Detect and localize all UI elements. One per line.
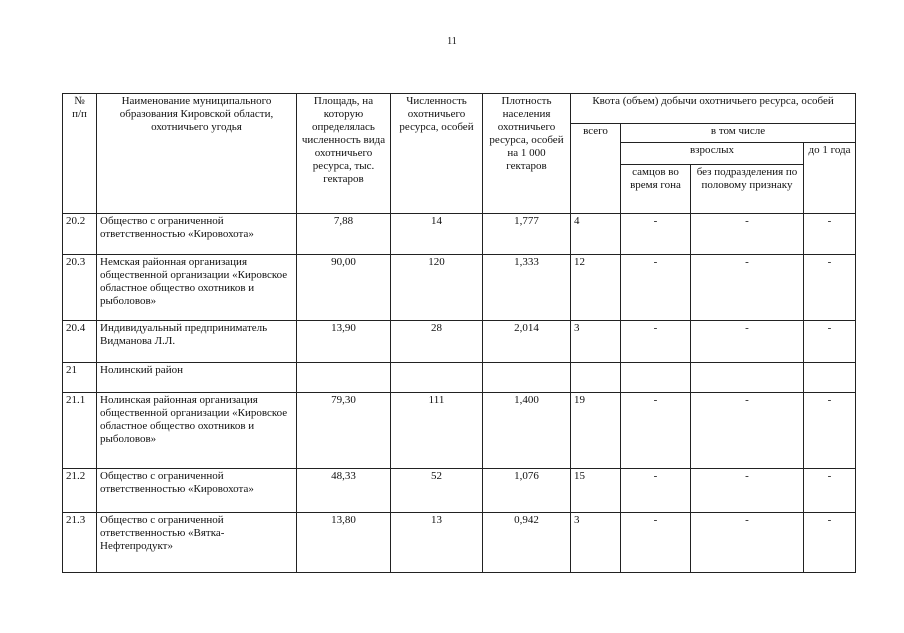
row-num: 20.4: [63, 321, 97, 363]
row-area: 90,00: [297, 255, 391, 321]
row-name: Индивидуальный предприниматель Видманова Л.Л.: [97, 321, 297, 363]
row-density: 2,014: [483, 321, 571, 363]
row-no-sex: -: [691, 469, 804, 513]
row-young: -: [804, 255, 856, 321]
row-name: Нолинский район: [97, 363, 297, 393]
row-total: 19: [571, 393, 621, 469]
row-young: -: [804, 513, 856, 573]
row-males: -: [621, 469, 691, 513]
row-area: 7,88: [297, 214, 391, 255]
row-area: 13,90: [297, 321, 391, 363]
table-row: [63, 513, 856, 573]
row-males: [621, 363, 691, 393]
row-num: 21.3: [63, 513, 97, 573]
table-row: [63, 393, 856, 469]
row-males: -: [621, 393, 691, 469]
row-num: 20.3: [63, 255, 97, 321]
row-no-sex: -: [691, 393, 804, 469]
header-total: всего: [571, 124, 621, 214]
row-count: 28: [391, 321, 483, 363]
header-no-sex: без подразделения по половому признаку: [691, 165, 804, 214]
table-row: [63, 214, 856, 255]
page-number: 11: [447, 36, 457, 47]
row-no-sex: [691, 363, 804, 393]
row-young: [804, 363, 856, 393]
row-area: 13,80: [297, 513, 391, 573]
row-total: 3: [571, 321, 621, 363]
row-count: 13: [391, 513, 483, 573]
row-males: -: [621, 513, 691, 573]
header-quota: Квота (объем) добычи охотничьего ресурса, особей: [571, 94, 856, 124]
row-count: 120: [391, 255, 483, 321]
row-young: -: [804, 321, 856, 363]
row-males: -: [621, 214, 691, 255]
row-num: 21.1: [63, 393, 97, 469]
row-count: 111: [391, 393, 483, 469]
row-density: 1,777: [483, 214, 571, 255]
row-young: -: [804, 393, 856, 469]
row-count: 52: [391, 469, 483, 513]
row-total: 12: [571, 255, 621, 321]
row-no-sex: -: [691, 321, 804, 363]
header-young: до 1 года: [804, 143, 856, 214]
header-area: Площадь, на которую определялась численность вида охотничьего ресурса, тыс. гектаров: [297, 94, 391, 214]
row-density: 1,400: [483, 393, 571, 469]
row-males: -: [621, 321, 691, 363]
row-count: 14: [391, 214, 483, 255]
row-num: 21.2: [63, 469, 97, 513]
row-name: Общество с ограниченной ответственностью «Кировохота»: [97, 469, 297, 513]
row-num: 20.2: [63, 214, 97, 255]
header-including: в том числе: [621, 124, 856, 143]
row-name: Нолинская районная организация общественной организации «Кировское областное общество охотников и рыболовов»: [97, 393, 297, 469]
table-row: [63, 363, 856, 393]
row-no-sex: -: [691, 214, 804, 255]
row-young: -: [804, 214, 856, 255]
row-total: 3: [571, 513, 621, 573]
row-total: 4: [571, 214, 621, 255]
row-density: 0,942: [483, 513, 571, 573]
header-count: Численность охотничьего ресурса, особей: [391, 94, 483, 214]
row-name: Общество с ограниченной ответственностью «Кировохота»: [97, 214, 297, 255]
quota-table: [62, 93, 856, 573]
row-name: Немская районная организация общественной организации «Кировское областное общество охотников и рыболовов»: [97, 255, 297, 321]
row-density: [483, 363, 571, 393]
row-name: Общество с ограниченной ответственностью «Вятка-Нефтепродукт»: [97, 513, 297, 573]
header-adults: взрослых: [621, 143, 804, 165]
row-area: 79,30: [297, 393, 391, 469]
header-males: самцов во время гона: [621, 165, 691, 214]
header-density: Плотность населения охотничьего ресурса, особей на 1 000 гектаров: [483, 94, 571, 214]
row-num: 21: [63, 363, 97, 393]
row-total: 15: [571, 469, 621, 513]
row-total: [571, 363, 621, 393]
row-no-sex: -: [691, 513, 804, 573]
table-row: [63, 321, 856, 363]
row-area: 48,33: [297, 469, 391, 513]
header-name: Наименование муниципального образования Кировской области, охотничьего угодья: [97, 94, 297, 214]
row-area: [297, 363, 391, 393]
row-males: -: [621, 255, 691, 321]
row-density: 1,076: [483, 469, 571, 513]
row-density: 1,333: [483, 255, 571, 321]
row-count: [391, 363, 483, 393]
table-row: [63, 255, 856, 321]
row-young: -: [804, 469, 856, 513]
row-no-sex: -: [691, 255, 804, 321]
table-row: [63, 469, 856, 513]
header-num: № п/п: [63, 94, 97, 214]
